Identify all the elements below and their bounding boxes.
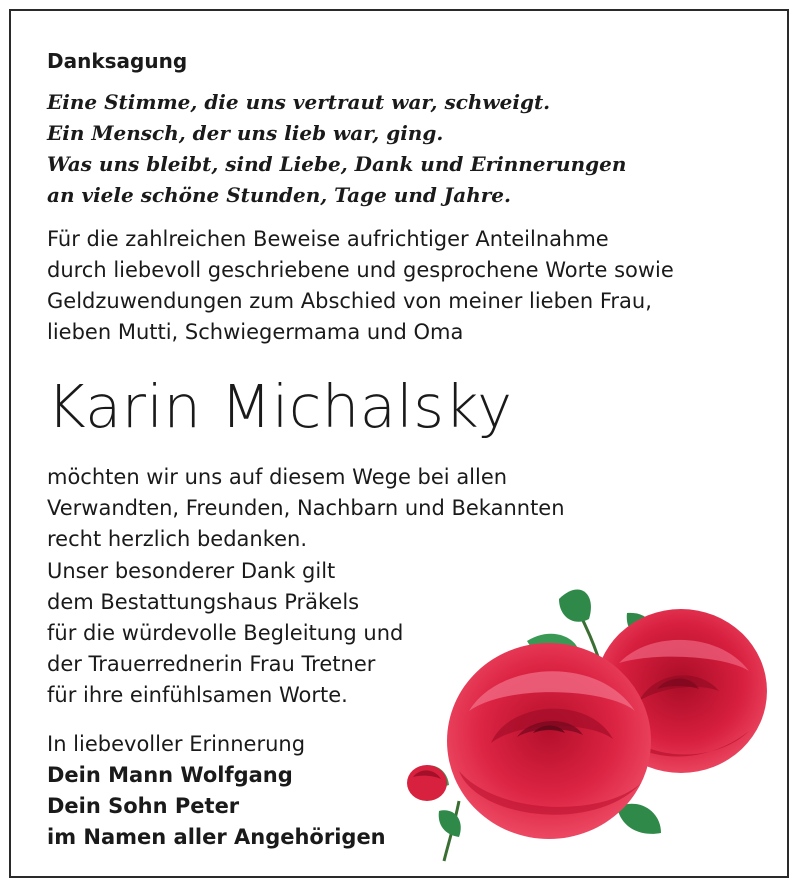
thanks-line: dem Bestattungshaus Präkels (47, 589, 360, 614)
thanks-line: Verwandten, Freunden, Nachbarn und Bekannten (47, 496, 565, 521)
closing-phrase: In liebevoller Erinnerung (47, 732, 306, 756)
thanks-line: Unser besonderer Dank gilt (47, 558, 336, 583)
thanks-line: für ihre einfühlsamen Worte. (47, 683, 348, 708)
intro-line: Geldzuwendungen zum Abschied von meiner lieben Frau, (47, 289, 652, 313)
thanks-line: recht herzlich bedanken. (47, 527, 308, 552)
notice-heading: Danksagung (47, 49, 188, 73)
intro-line: lieben Mutti, Schwiegermama und Oma (47, 320, 464, 344)
signatory: Dein Mann Wolfgang (47, 763, 293, 787)
thanks-line: möchten wir uns auf diesem Wege bei allen (47, 465, 508, 489)
intro-line: Für die zahlreichen Beweise aufrichtiger Anteilnahme (47, 227, 609, 251)
poem-line: Was uns bleibt, sind Liebe, Dank und Erinnerungen (47, 152, 627, 176)
rose-front (447, 643, 651, 839)
thanks-line: der Trauerrednerin Frau Tretner (47, 652, 376, 677)
obituary-card (9, 9, 789, 878)
intro-line: durch liebevoll geschriebene und gesprochene Worte sowie (47, 258, 674, 282)
leaf (617, 804, 661, 834)
deceased-name: Karin Michalsky (47, 372, 513, 441)
poem (47, 87, 626, 211)
red-roses-icon (399, 571, 781, 871)
intro-paragraph (47, 224, 674, 348)
signatory: Dein Sohn Peter (47, 794, 240, 818)
thanks-line: für die würdevolle Begleitung und (47, 621, 404, 646)
closing-block (47, 729, 386, 853)
rose-bud (407, 765, 447, 801)
poem-line: Eine Stimme, die uns vertraut war, schweigt. (47, 90, 551, 114)
signatory: im Namen aller Angehörigen (47, 825, 386, 849)
leaf (559, 590, 591, 622)
poem-line: an viele schöne Stunden, Tage und Jahre. (47, 183, 511, 207)
poem-line: Ein Mensch, der uns lieb war, ging. (47, 121, 444, 145)
